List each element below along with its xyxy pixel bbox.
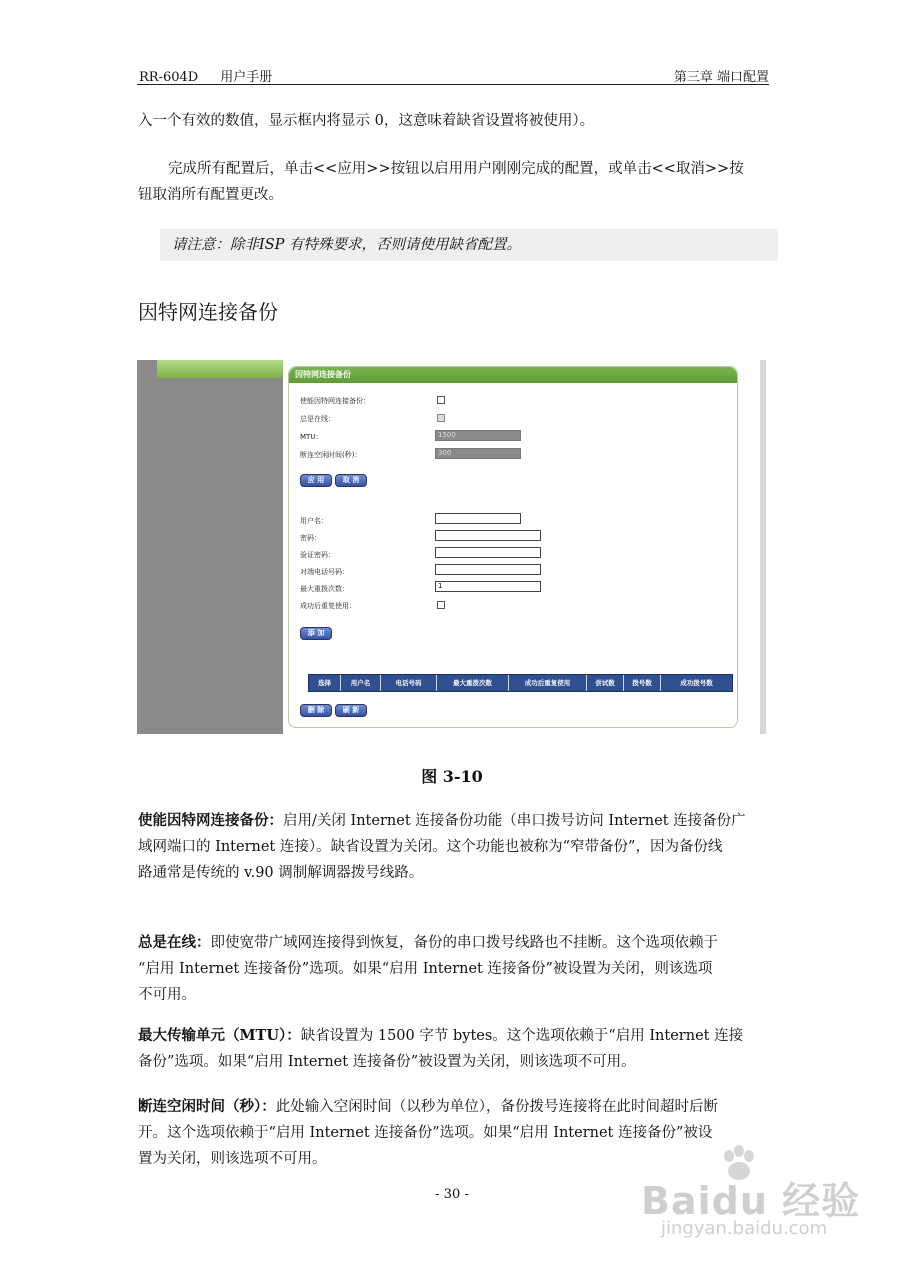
header-rule <box>137 84 769 85</box>
checkbox-always-on[interactable] <box>437 414 445 422</box>
label-phone: 对端电话号码： <box>300 568 349 576</box>
desc-idle-line-2: 开。这个选项依赖于“启用 Internet 连接备份”选项。如果“启用 Internet 连接备份”被设 <box>138 1125 713 1141</box>
desc-enable-line-1 <box>138 808 770 834</box>
baidu-watermark <box>641 1170 861 1260</box>
label-always-on: 总是在线： <box>300 415 335 423</box>
apply-button[interactable]: 应 用 <box>300 474 332 487</box>
nav-tab-decoration <box>157 360 287 378</box>
desc-idle-line-1 <box>138 1094 770 1120</box>
checkbox-enable-backup[interactable] <box>437 396 445 404</box>
header-chapter: 第三章 端口配置 <box>673 70 769 85</box>
desc-idle-term: 断连空闲时间（秒）： <box>138 1098 276 1115</box>
desc-mtu-line-1 <box>138 1023 770 1049</box>
th-select: 选择 <box>309 675 341 691</box>
desc-enable-line-3: 路通常是传统的 v.90 调制解调器拨号线路。 <box>138 865 424 881</box>
desc-always-on-line-2: “启用 Internet 连接备份”选项。如果“启用 Internet 连接备份”被设置为关闭，则该选项 <box>138 961 713 977</box>
input-mtu[interactable]: 1500 <box>435 430 521 441</box>
label-max-redial: 最大重拨次数： <box>300 585 349 593</box>
refresh-button[interactable]: 刷 新 <box>335 704 367 717</box>
desc-mtu-term: 最大传输单元（MTU）： <box>138 1027 301 1044</box>
th-max-redial: 最大重拨次数 <box>437 675 509 691</box>
scrollbar[interactable] <box>760 360 766 734</box>
th-attempts: 尝试数 <box>587 675 624 691</box>
desc-mtu-text-1: 缺省设置为 1500 字节 bytes。这个选项依赖于“启用 Internet 连接 <box>300 1028 744 1044</box>
desc-enable-term: 使能因特网连接备份： <box>138 812 283 829</box>
desc-enable-text-1: 启用/关闭 Internet 连接备份功能（串口拨号访问 Internet 连接备份广 <box>283 813 746 829</box>
desc-always-on-line-1 <box>138 930 770 956</box>
page-number: - 30 - <box>435 1187 469 1202</box>
dial-table-header <box>308 674 733 692</box>
label-username: 用户名： <box>300 517 328 525</box>
input-phone[interactable] <box>435 564 541 575</box>
intro-line-2: 完成所有配置后，单击<<应用>>按钮以启用用户刚刚完成的配置，或单击<<取消>>按 <box>168 161 744 177</box>
desc-always-on-term: 总是在线： <box>138 934 211 951</box>
section-title: 因特网连接备份 <box>138 300 278 324</box>
nav-pane <box>137 360 283 734</box>
backup-panel <box>288 366 738 728</box>
label-mtu: MTU： <box>300 433 323 441</box>
panel-title: 因特网连接备份 <box>289 367 737 383</box>
desc-idle-text-1: 此处输入空闲时间（以秒为单位），备份拨号连接将在此时间超时后断 <box>275 1099 718 1115</box>
figure-caption: 图 3-10 <box>421 767 483 786</box>
desc-mtu-line-2: 备份”选项。如果“启用 Internet 连接备份”被设置为关闭，则该选项不可用。 <box>138 1054 636 1070</box>
content-pane <box>283 360 766 734</box>
desc-enable-line-2: 域网端口的 Internet 连接）。缺省设置为关闭。这个功能也被称为“窄带备份”，因为备份线 <box>138 839 723 855</box>
watermark-url: jingyan.baidu.com <box>661 1218 828 1239</box>
desc-idle-line-3: 置为关闭，则该选项不可用。 <box>138 1151 327 1167</box>
label-idle-timeout: 断连空闲时间(秒)： <box>300 451 362 459</box>
label-enable-backup: 使能因特网连接备份： <box>300 397 370 405</box>
input-password[interactable] <box>435 530 541 541</box>
intro-line-1: 入一个有效的数值，显示框内将显示 0，这意味着缺省设置将被使用）。 <box>138 113 595 129</box>
delete-button[interactable]: 删 除 <box>300 704 332 717</box>
input-idle-timeout[interactable]: 300 <box>435 448 521 459</box>
header-model: RR-604D <box>139 70 199 85</box>
header-manual: 用户手册 <box>220 70 273 85</box>
th-successful-dials: 成功拨号数 <box>680 679 713 687</box>
cancel-button[interactable]: 取 消 <box>335 474 367 487</box>
note-box: 请注意：除非ISP 有特殊要求，否则请使用缺省配置。 <box>160 229 778 261</box>
watermark-logo: Baidu 经验 <box>641 1179 861 1223</box>
label-verify-password: 验证密码： <box>300 551 335 559</box>
header-model-manual <box>139 66 272 85</box>
label-reuse-on-success: 成功后重复使用： <box>300 602 356 610</box>
label-password: 密码： <box>300 534 321 542</box>
th-dials: 拨号数 <box>624 675 661 691</box>
desc-always-on-text-1: 即使宽带广域网连接得到恢复，备份的串口拨号线路也不挂断。这个选项依赖于 <box>210 935 718 951</box>
input-verify-password[interactable] <box>435 547 541 558</box>
figure-screenshot <box>137 360 766 734</box>
add-button[interactable]: 添 加 <box>300 627 332 640</box>
th-reuse: 成功后重复使用 <box>509 675 587 691</box>
intro-line-3: 钮取消所有配置更改。 <box>138 187 283 203</box>
checkbox-reuse-on-success[interactable] <box>437 601 445 609</box>
th-username: 用户名 <box>341 675 381 691</box>
desc-always-on-line-3: 不可用。 <box>138 987 196 1003</box>
input-username[interactable] <box>435 513 521 524</box>
input-max-redial[interactable]: 1 <box>435 581 541 592</box>
th-phone: 电话号码 <box>381 675 437 691</box>
